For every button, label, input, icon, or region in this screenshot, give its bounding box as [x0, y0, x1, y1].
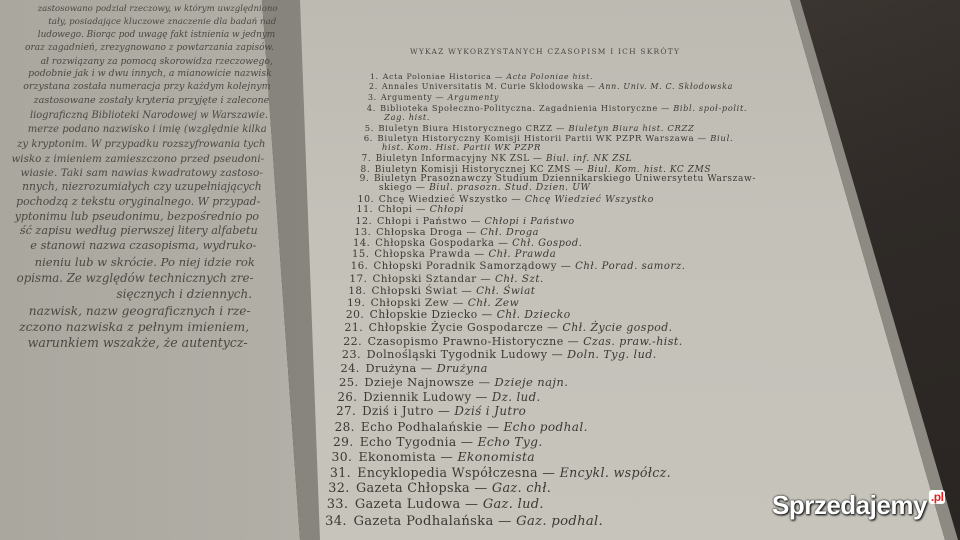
- entry-number: 22.: [343, 335, 363, 348]
- entry-title: Chłopi i Państwo —: [377, 216, 481, 227]
- entry-number: 34.: [325, 514, 347, 529]
- entry-number: 27.: [336, 404, 357, 418]
- left-page-line: tały, posiadające kluczowe znaczenie dla badań nad: [48, 17, 277, 27]
- journal-entry: [379, 184, 591, 193]
- entry-abbreviation: Chł. Szt.: [494, 273, 544, 285]
- entry-title: Biuletyn Prasoznawczy Studium Dziennikarskiego Uniwersytetu Warszaw-: [373, 174, 757, 184]
- entry-title: Czasopismo Prawno-Historyczne —: [367, 335, 580, 348]
- journal-entry: [325, 515, 603, 528]
- entry-title: Acta Poloniae Historica —: [382, 72, 504, 81]
- left-page-line: zastosowano podział rzeczowy, w którym uwzględniono: [37, 4, 278, 14]
- left-page-line: podobnie jak i w dwu innych, a mianowicie nazwisk: [28, 68, 272, 79]
- entry-number: 7.: [361, 154, 372, 164]
- entry-abbreviation: Chł. Droga: [480, 227, 540, 238]
- left-page-line: wisko z imieniem zamieszczono przed pseudoni-: [11, 153, 265, 165]
- entry-title: Echo Tygodnia —: [359, 435, 474, 449]
- entry-abbreviation: Ann. Univ. M. C. Skłodowska: [599, 82, 734, 91]
- entry-number: 33.: [326, 497, 349, 512]
- journal-entry: [327, 498, 544, 511]
- left-page-line: nieniu lub w skrócie. Po niej idzie rok: [34, 255, 255, 269]
- entry-abbreviation: Ekonomista: [457, 449, 536, 464]
- left-page-line: zastosowane zostały kryteria przyjęte i zalecone: [33, 95, 270, 106]
- left-page-line: warunkiem wszakże, że autentycz-: [27, 335, 248, 350]
- entry-title: Ekonomista —: [358, 449, 454, 464]
- journal-entry: [353, 239, 582, 249]
- left-page-line: orzystana została numeracja przy każdym kolejnym: [23, 81, 271, 92]
- entry-number: 26.: [337, 390, 358, 404]
- entry-abbreviation: Biul. inf. NK ZSL: [546, 154, 633, 164]
- entry-abbreviation: Dz. lud.: [491, 390, 541, 404]
- left-page-line: nnych, niezrozumiałych czy uzupełniających: [22, 180, 262, 193]
- watermark-brand: Sprzedajemy: [772, 490, 927, 520]
- entry-title: Chłopska Droga —: [376, 227, 477, 238]
- entry-title: Dolnośląski Tygodnik Ludowy —: [366, 348, 564, 361]
- entry-number: 18.: [348, 285, 367, 297]
- journal-entry: [346, 310, 571, 321]
- entry-abbreviation: Biul. prasozn. Stud. Dzien. UW: [429, 183, 591, 193]
- journal-entry: [339, 377, 568, 389]
- left-page-line: pochodzą z tekstu oryginalnego. W przypad-: [16, 195, 261, 208]
- left-page-line: ał rozwiązany za pomocą skorowidza rzeczowego,: [40, 56, 273, 67]
- entry-abbreviation: Gaz. podhal.: [516, 514, 604, 529]
- entry-title: Biuletyn Historyczny Komisji Historii Partii WK PZPR Warszawa —: [377, 134, 707, 144]
- entry-number: 23.: [341, 348, 361, 361]
- journal-entry: [365, 124, 695, 132]
- entry-abbreviation: Chł. Porad. samorz.: [575, 261, 686, 272]
- watermark-logo: [772, 490, 945, 521]
- left-page-line: nazwisk, nazw geograficznych i rze-: [28, 304, 251, 318]
- journal-entry: [351, 262, 686, 272]
- journal-entry: [382, 144, 541, 153]
- entry-abbreviation: Drużyna: [436, 361, 488, 375]
- left-page-line: merze podano nazwisko i imię (względnie kilka: [27, 124, 267, 135]
- entry-title: Chłopski Zew —: [370, 297, 464, 309]
- entry-abbreviation: Chł. Zew: [467, 297, 520, 309]
- entry-title: Dzieje Najnowsze —: [364, 375, 491, 389]
- entry-number: 17.: [349, 273, 368, 285]
- journal-entry: [348, 286, 535, 296]
- journal-entry: [362, 155, 632, 164]
- entry-abbreviation: Encykl. współcz.: [559, 465, 672, 480]
- entry-number: 30.: [331, 449, 353, 464]
- left-page-line: ść zapisu według pierwszej litery alfabetu: [19, 224, 258, 237]
- entry-title: Chłopski Sztandar —: [372, 273, 492, 285]
- entry-number: 24.: [340, 361, 360, 375]
- entry-number: 11.: [356, 204, 374, 215]
- journal-entry: [347, 298, 519, 309]
- entry-abbreviation: Biuletyn Biura hist. CRZZ: [568, 123, 695, 133]
- entry-abbreviation: Biul.: [710, 134, 734, 144]
- entry-number: 13.: [354, 227, 372, 238]
- entry-abbreviation: Chł. Świat: [476, 285, 536, 297]
- left-page-line: liograficzną Biblioteki Narodowej w Warszawie.: [29, 110, 269, 121]
- journal-entry: [328, 483, 551, 496]
- entry-title: Chłopski Poradnik Samorządowy —: [373, 261, 572, 272]
- entry-number: 20.: [345, 308, 365, 321]
- entry-number: 28.: [334, 420, 355, 434]
- entry-title: Echo Podhalańskie —: [360, 420, 500, 434]
- left-page-line: yptonimu lub pseudonimu, bezpośrednio po: [14, 210, 260, 223]
- entry-number: 29.: [333, 435, 354, 449]
- entry-abbreviation: Argumenty: [447, 93, 500, 102]
- entry-number: 6.: [363, 134, 374, 144]
- journal-entry: [338, 392, 541, 404]
- journal-entry: [354, 228, 539, 238]
- journal-entry: [343, 336, 682, 347]
- entry-title: Chłopska Gospodarka —: [375, 238, 509, 249]
- entry-title: Encyklopedia Współczesna —: [357, 465, 556, 480]
- journal-entry: [357, 205, 465, 214]
- journal-entry: [332, 451, 536, 463]
- entry-abbreviation: Acta Poloniae hist.: [506, 72, 594, 81]
- entry-abbreviation: Bibl. społ-polit.: [673, 103, 748, 113]
- entry-abbreviation: Chł. Prawda: [488, 249, 557, 260]
- entry-number: 32.: [328, 481, 350, 496]
- page-heading: WYKAZ WYKORZYSTANYCH CZASOPISM I ICH SKRÓTY: [410, 47, 681, 56]
- entry-abbreviation: Gaz. lud.: [482, 497, 544, 512]
- left-page-line: zczono nazwiska z pełnym imieniem,: [19, 320, 250, 334]
- entry-title: Chłopska Prawda —: [374, 249, 485, 260]
- journal-entry: [367, 104, 747, 112]
- left-page-line: wiasie. Taki sam nawias kwadratowy zastoso-: [20, 167, 263, 179]
- journal-entry: [345, 323, 673, 334]
- entry-title: Gazeta Podhalańska —: [353, 514, 512, 529]
- entry-abbreviation: Dziś i Jutro: [454, 404, 527, 418]
- left-page-line: opisma. Ze względów technicznych zre-: [16, 271, 254, 285]
- entry-number: 21.: [344, 321, 364, 334]
- left-page-line: ludowego. Biorąc pod uwagę fakt istnienia w jednym: [37, 30, 276, 40]
- entry-abbreviation: Biul. Kom. hist. KC ZMS: [587, 165, 712, 175]
- entry-number: 4.: [366, 103, 376, 113]
- entry-number: 16.: [350, 261, 369, 272]
- entry-abbreviation: Chł. Gospod.: [512, 238, 583, 249]
- journal-entry: [335, 421, 588, 433]
- entry-abbreviation: Chłopi: [429, 204, 465, 215]
- entry-title: Biuletyn Komisji Historycznej KC ZMS —: [374, 165, 584, 175]
- watermark-tld: .pl: [930, 490, 944, 504]
- journal-entry: [350, 274, 544, 284]
- entry-abbreviation: Echo Tyg.: [477, 435, 543, 449]
- entry-title: Chłopskie Dziecko —: [369, 308, 493, 321]
- entry-abbreviation: Gaz. chł.: [491, 481, 552, 496]
- entry-title: Gazeta Ludowa —: [354, 497, 479, 512]
- journal-entry: [352, 250, 556, 260]
- entry-title: Biblioteka Społeczno-Polityczna. Zagadnienia Historyczne —: [380, 103, 670, 113]
- journal-entry: [384, 113, 430, 121]
- entry-number: 25.: [339, 375, 359, 389]
- entry-title: Argumenty —: [380, 93, 445, 102]
- entry-title: Biuletyn Informacyjny NK ZSL —: [375, 154, 543, 164]
- entry-number: 19.: [347, 297, 366, 309]
- entry-abbreviation: Chł. Dziecko: [496, 308, 571, 321]
- entry-number: 5.: [364, 123, 375, 133]
- entry-title: Dziennik Ludowy —: [363, 390, 488, 404]
- entry-abbreviation: hist. Kom. Hist. Partii WK PZPR: [381, 143, 541, 153]
- journal-entry: [342, 349, 657, 360]
- journal-entry: [355, 217, 574, 227]
- entry-title: Chłopskie Życie Gospodarcze —: [368, 321, 559, 334]
- entry-abbreviation: Echo podhal.: [503, 420, 588, 434]
- left-page-line: zy kryptonim. W przypadku rozszyfrowania tych: [17, 139, 266, 150]
- entry-number: 31.: [329, 465, 351, 480]
- entry-number: 15.: [351, 249, 370, 260]
- entry-title: Annales Universitatis M. Curie Skłodowska —: [381, 82, 596, 91]
- entry-abbreviation: Chłopi i Państwo: [484, 216, 575, 227]
- entry-number: 8.: [360, 165, 371, 175]
- entry-title: Biuletyn Biura Historycznego CRZZ —: [378, 123, 566, 133]
- entry-title: Gazeta Chłopska —: [355, 481, 488, 496]
- entry-abbreviation: Dzieje najn.: [494, 375, 569, 389]
- left-page-line: e stanowi nazwa czasopisma, wydruko-: [30, 238, 257, 252]
- entry-title: Chłopski Świat —: [371, 285, 473, 297]
- journal-entry: [340, 363, 487, 374]
- entry-title: Chcę Wiedzieć Wszystko —: [378, 194, 522, 205]
- left-page-line: sięcznych i dziennych.: [116, 287, 252, 301]
- entry-abbreviation: Chł. Życie gospod.: [562, 321, 673, 334]
- entry-title: Chłopi —: [377, 204, 426, 215]
- left-page-line: oraz zagadnień, zrezygnowano z powtarzania zapisów.: [25, 43, 275, 53]
- journal-entry: [369, 83, 733, 91]
- entry-abbreviation: Chcę Wiedzieć Wszystko: [524, 194, 654, 205]
- entry-number: 12.: [355, 216, 373, 227]
- entry-number: 14.: [353, 238, 371, 249]
- entry-title: skiego —: [378, 183, 426, 193]
- journal-entry: [333, 436, 543, 448]
- entry-number: 2.: [368, 82, 378, 91]
- entry-abbreviation: Zag. hist.: [384, 112, 431, 122]
- journal-entry: [330, 467, 671, 480]
- entry-number: 1.: [370, 72, 379, 81]
- entry-number: 10.: [357, 194, 375, 205]
- entry-abbreviation: Doln. Tyg. lud.: [567, 348, 657, 361]
- journal-entry: [368, 94, 499, 102]
- journal-entry: [370, 73, 593, 81]
- journal-entry: [358, 195, 654, 204]
- journal-entry: [336, 406, 526, 418]
- entry-title: Dziś i Jutro —: [362, 404, 451, 418]
- entry-abbreviation: Czas. praw.-hist.: [583, 335, 683, 348]
- entry-number: 9.: [359, 174, 370, 184]
- entry-number: 3.: [367, 93, 377, 102]
- entry-title: Drużyna —: [365, 361, 433, 375]
